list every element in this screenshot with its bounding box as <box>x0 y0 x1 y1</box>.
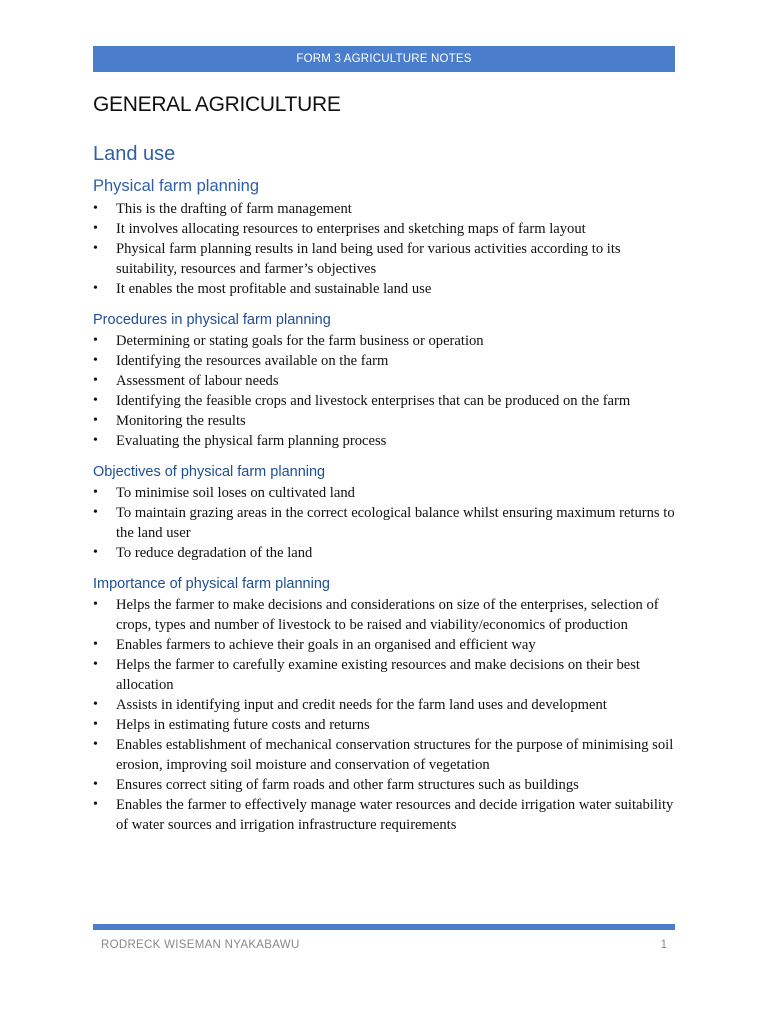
list-item: • Determining or stating goals for the farm business or operation <box>93 331 678 351</box>
list-item: • To reduce degradation of the land <box>93 543 678 563</box>
importance-list <box>93 595 678 835</box>
list-item: • Assists in identifying input and credit needs for the farm land uses and development <box>93 695 678 715</box>
importance-heading: Importance of physical farm planning <box>93 576 330 592</box>
list-item: • It enables the most profitable and sustainable land use <box>93 279 678 299</box>
list-item: • Physical farm planning results in land being used for various activities according to its suitability, resources and farmer’s objectives <box>93 239 678 279</box>
objectives-list <box>93 483 678 563</box>
list-item: • Evaluating the physical farm planning process <box>93 431 678 451</box>
list-item: • Identifying the resources available on the farm <box>93 351 678 371</box>
list-item: • Enables farmers to achieve their goals in an organised and efficient way <box>93 635 678 655</box>
list-item: • Enables the farmer to effectively manage water resources and decide irrigation water suitability of water sources and irrigation infrastructure requirements <box>93 795 678 835</box>
list-item: • Assessment of labour needs <box>93 371 678 391</box>
document-title: GENERAL AGRICULTURE <box>93 93 341 116</box>
procedures-heading: Procedures in physical farm planning <box>93 312 331 328</box>
page-number: 1 <box>660 939 667 951</box>
list-item: • Ensures correct siting of farm roads and other farm structures such as buildings <box>93 775 678 795</box>
list-item: • To maintain grazing areas in the correct ecological balance whilst ensuring maximum returns to the land user <box>93 503 678 543</box>
list-item: • This is the drafting of farm management <box>93 199 678 219</box>
header-banner: FORM 3 AGRICULTURE NOTES <box>93 46 675 72</box>
sub-heading: Physical farm planning <box>93 177 259 195</box>
document-body <box>93 88 678 835</box>
intro-list <box>93 199 678 299</box>
list-item: • Helps the farmer to carefully examine existing resources and make decisions on their best allocation <box>93 655 678 695</box>
list-item: • It involves allocating resources to enterprises and sketching maps of farm layout <box>93 219 678 239</box>
list-item: • Enables establishment of mechanical conservation structures for the purpose of minimising soil erosion, improving soil moisture and conservation of vegetation <box>93 735 678 775</box>
list-item: • Helps the farmer to make decisions and considerations on size of the enterprises, selection of crops, types and number of livestock to be raised and viability/economics of production <box>93 595 678 635</box>
list-item: • Identifying the feasible crops and livestock enterprises that can be produced on the farm <box>93 391 678 411</box>
footer-author: RODRECK WISEMAN NYAKABAWU <box>101 939 300 951</box>
list-item: • Helps in estimating future costs and returns <box>93 715 678 735</box>
objectives-heading: Objectives of physical farm planning <box>93 464 326 480</box>
list-item: • Monitoring the results <box>93 411 678 431</box>
footer-divider <box>93 924 675 930</box>
list-item: • To minimise soil loses on cultivated land <box>93 483 678 503</box>
section-heading: Land use <box>93 143 176 165</box>
procedures-list <box>93 331 678 451</box>
